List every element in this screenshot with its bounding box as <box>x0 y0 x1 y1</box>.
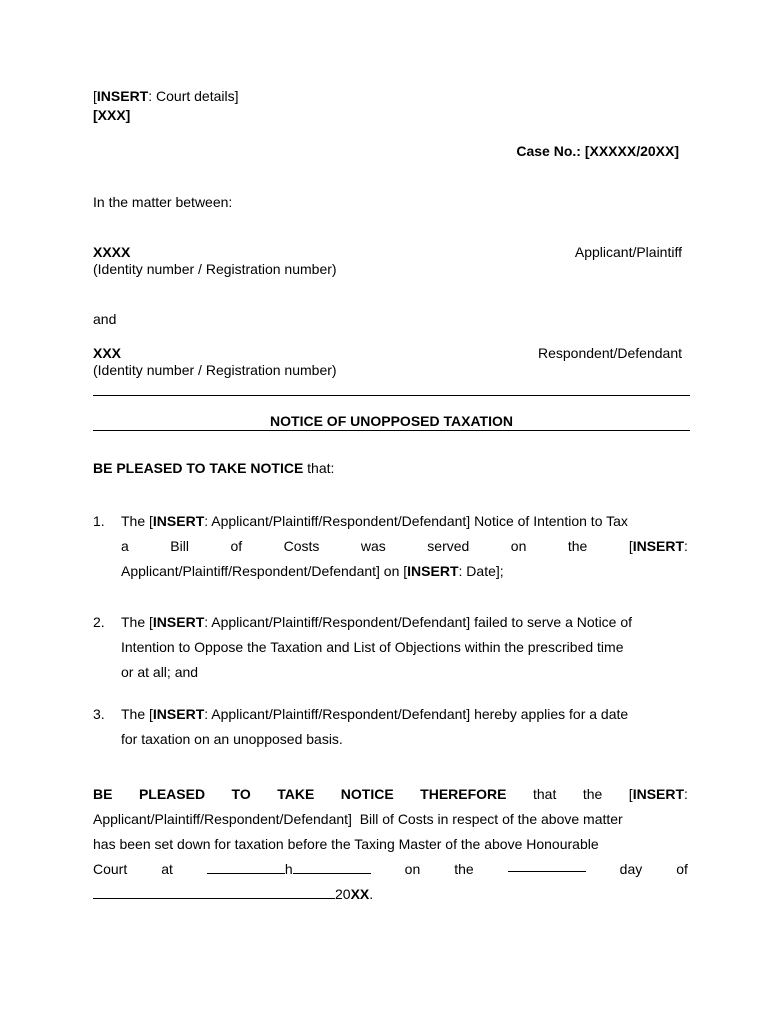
item-3 <box>121 702 688 752</box>
notice-intro: BE PLEASED TO TAKE NOTICE that: <box>93 460 335 476</box>
document-title: NOTICE OF UNOPPOSED TAXATION <box>270 413 513 429</box>
day-blank[interactable] <box>508 857 586 872</box>
court-details: [INSERT: Court details] <box>93 88 239 104</box>
item-2-number: 2. <box>93 614 105 630</box>
item-1-line-1: The [INSERT: Applicant/Plaintiff/Respondent/Defendant] Notice of Intention to Tax <box>121 513 628 529</box>
therefore-line-5: 20XX. <box>93 882 688 907</box>
case-number: Case No.: [XXXXX/20XX] <box>516 143 679 159</box>
divider-bottom <box>93 430 690 431</box>
item-2-line-3: or at all; and <box>121 664 199 680</box>
item-3-line-1: The [INSERT: Applicant/Plaintiff/Respondent/Defendant] hereby applies for a date <box>121 706 629 722</box>
item-2-line-2: Intention to Oppose the Taxation and List of Objections within the prescribed time <box>121 639 624 655</box>
item-2-line-1: The [INSERT: Applicant/Plaintiff/Respondent/Defendant] failed to serve a Notice of <box>121 614 633 630</box>
item-1 <box>121 509 688 584</box>
item-1-number: 1. <box>93 513 105 529</box>
item-2 <box>121 610 688 685</box>
applicant-role: Applicant/Plaintiff <box>574 244 682 260</box>
therefore-line-4: Court at h on the day of <box>93 857 688 882</box>
respondent-id: (Identity number / Registration number) <box>93 362 337 378</box>
court-line2: [XXX] <box>93 107 131 123</box>
and-text: and <box>93 311 117 327</box>
therefore-line-1: BE PLEASED TO TAKE NOTICE THEREFORE that the [INSERT: <box>93 786 688 802</box>
therefore-paragraph <box>93 782 688 907</box>
respondent-role: Respondent/Defendant <box>538 345 682 361</box>
therefore-line-3: has been set down for taxation before the Taxing Master of the above Honourable <box>93 836 599 852</box>
applicant-id: (Identity number / Registration number) <box>93 261 337 277</box>
item-3-number: 3. <box>93 706 105 722</box>
item-3-line-2: for taxation on an unopposed basis. <box>121 731 343 747</box>
item-1-line-2: a Bill of Costs was served on the [INSERT: <box>121 538 688 554</box>
item-1-line-3: Applicant/Plaintiff/Respondent/Defendant] on [INSERT: Date]; <box>121 563 504 579</box>
matter-intro: In the matter between: <box>93 194 233 210</box>
month-blank[interactable] <box>93 884 335 899</box>
time-minute-blank[interactable] <box>293 859 371 874</box>
divider-top <box>93 395 690 396</box>
time-hour-blank[interactable] <box>207 859 285 874</box>
therefore-line-2: Applicant/Plaintiff/Respondent/Defendant] Bill of Costs in respect of the above matter <box>93 811 623 827</box>
respondent-name: XXX <box>93 345 122 361</box>
applicant-name: XXXX <box>93 244 131 260</box>
